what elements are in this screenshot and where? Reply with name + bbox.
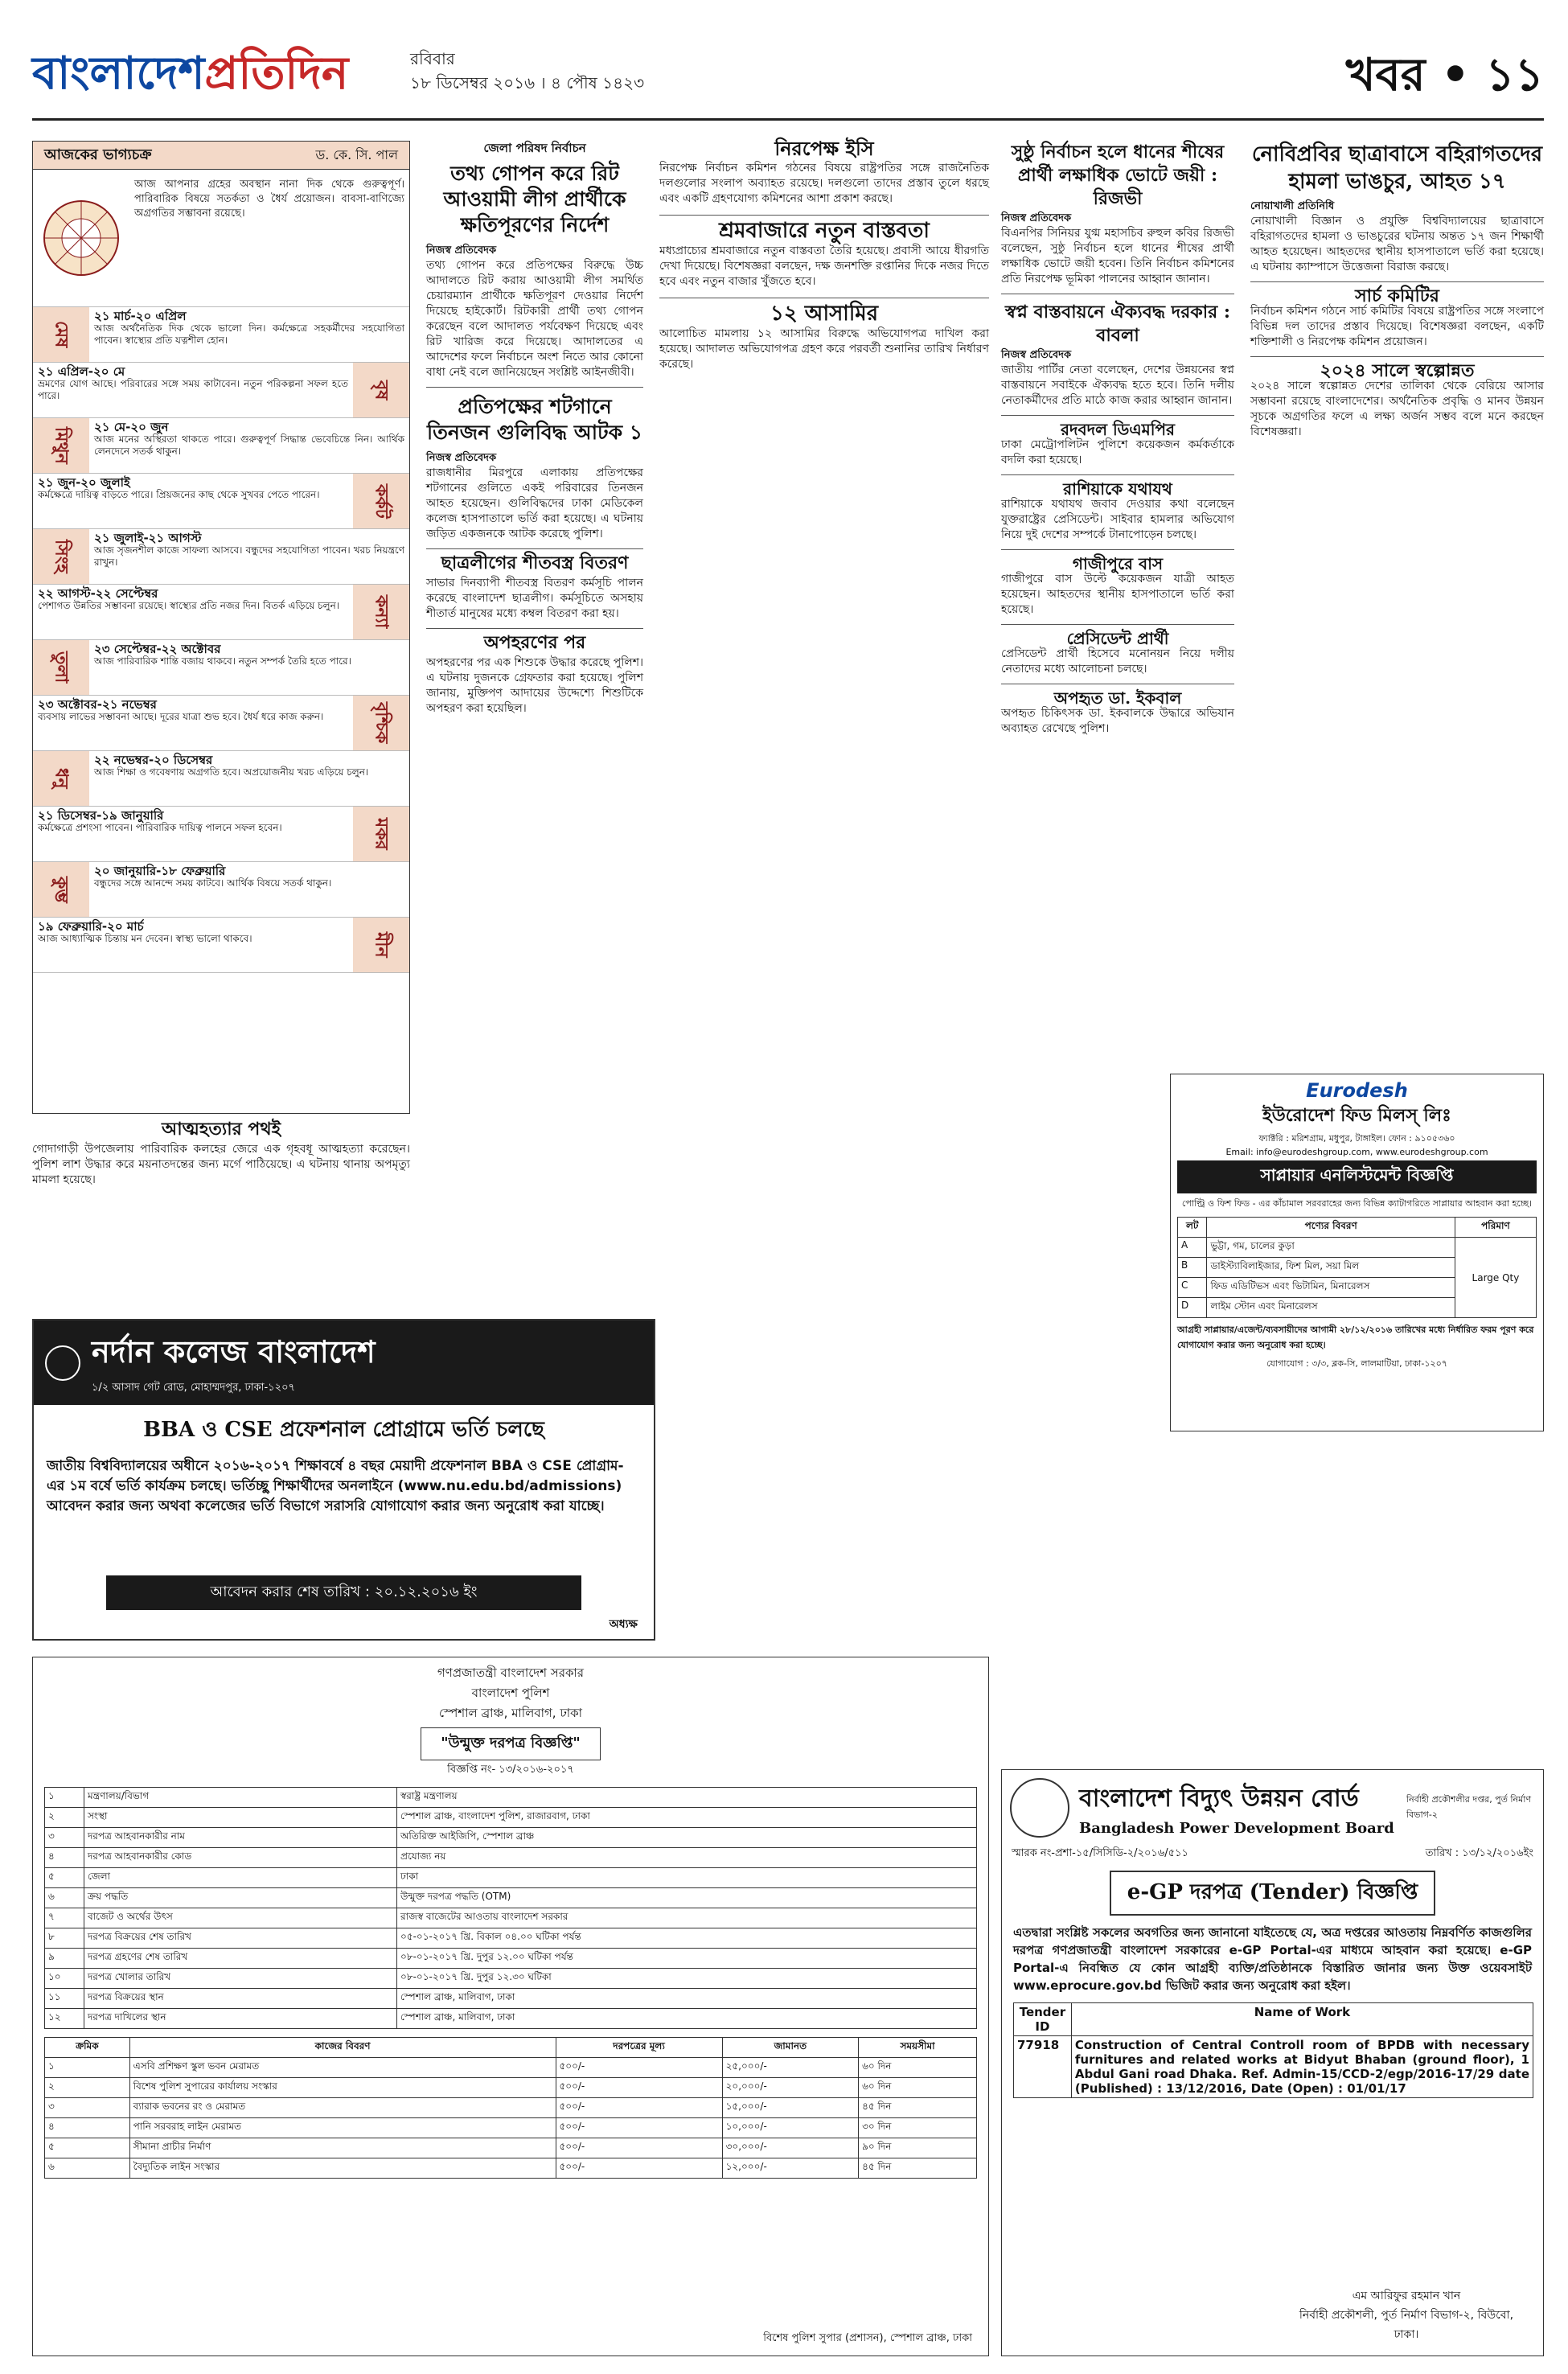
eurodesh-sub: পোল্ট্রি ও ফিশ ফিড - এর কাঁচামাল সরবরাহের জন্য বিভিন্ন ক্যাটাগরিতে সাপ্লায়ার আহবান করা হচ্ছে। bbox=[1181, 1198, 1533, 1209]
zodiac-forecast: আজ শিক্ষা ও গবেষণায় অগ্রগতি হবে। অপ্রয়োজনীয় খরচ এড়িয়ে চলুন। bbox=[94, 766, 369, 778]
table-cell: ৪ bbox=[45, 1848, 84, 1868]
zodiac-date-range: ২১ এপ্রিল-২০ মে bbox=[38, 364, 125, 379]
zodiac-date-range: ২৩ সেপ্টেম্বর-২২ অক্টোবর bbox=[94, 642, 221, 656]
dateline bbox=[410, 47, 644, 95]
horoscope-row bbox=[33, 862, 409, 918]
eurodesh-email: Email: info@eurodeshgroup.com, www.eurodeshgroup.com bbox=[1225, 1147, 1488, 1157]
police-ref: বিজ্ঞপ্তি নং- ১৩/২০১৬-২০১৭ bbox=[447, 1764, 574, 1776]
eurodesh-logo: Eurodesh bbox=[1306, 1079, 1408, 1102]
table-cell: ২ bbox=[45, 1808, 84, 1828]
article-labour-body: মধ্যপ্রাচ্যের শ্রমবাজারে নতুন বাস্তবতা তৈরি হয়েছে। প্রবাসী আয়ে ধীরগতি দেখা দিয়েছে। বিশেষজ্ঞরা বলছেন, দক্ষ জনশক্তি রপ্তানির দিকে নজর দিতে হবে এবং নতুন বাজার খুঁজতে হবে। bbox=[659, 244, 989, 288]
bpdb-logo-icon bbox=[1010, 1778, 1069, 1838]
horoscope-row bbox=[33, 418, 409, 474]
newspaper-logo: বাংলাদেশপ্রতিদিন bbox=[32, 47, 349, 100]
eurodesh-contact: যোগাযোগ : ৩/৩, ব্লক-সি, লালমাটিয়া, ঢাকা-১২০৭ bbox=[1266, 1358, 1447, 1369]
table-header-cell: সময়সীমা bbox=[859, 2038, 977, 2058]
zodiac-sign-label: বৃশ্চিক bbox=[353, 696, 409, 750]
date-label: ১৮ ডিসেম্বর ২০১৬ । ৪ পৌষ ১৪২৩ bbox=[410, 73, 645, 92]
horoscope-intro bbox=[33, 170, 409, 307]
article-labour-title: শ্রমবাজারে নতুন বাস্তবতা bbox=[719, 219, 930, 243]
eurodesh-table bbox=[1177, 1217, 1537, 1318]
table-cell: ১০,০০০/- bbox=[722, 2118, 858, 2138]
table-cell: দরপত্র আহবানকারীর কোড bbox=[84, 1848, 397, 1868]
article-rizvi-byline: নিজস্ব প্রতিবেদক bbox=[1001, 212, 1072, 224]
police-gov-header: গণপ্রজাতন্ত্রী বাংলাদেশ সরকার bbox=[437, 1665, 585, 1680]
table-cell: মন্ত্রণালয়/বিভাগ bbox=[84, 1788, 397, 1808]
horoscope-row bbox=[33, 696, 409, 751]
zodiac-date-range: ২৩ অক্টোবর-২১ নভেম্বর bbox=[38, 697, 157, 712]
day-label: রবিবার bbox=[410, 49, 455, 68]
table-cell: ৩ bbox=[45, 2098, 130, 2118]
table-cell: অতিরিক্ত আইজিপি, স্পেশাল ব্রাঞ্চ bbox=[397, 1828, 977, 1848]
horoscope-row bbox=[33, 307, 409, 363]
table-row bbox=[45, 1828, 977, 1848]
eurodesh-note: আগ্রহী সাপ্লায়ার/এজেন্ট/ব্যবসায়ীদের আগামী ২৮/১২/২০১৬ তারিখের মধ্যে নির্ধারিত ফরম পূরণ করে যোগাযোগ করার জন্য অনুরোধ করা হচ্ছে। bbox=[1177, 1325, 1534, 1350]
article-nstu-byline: নোয়াখালী প্রতিনিধি bbox=[1250, 200, 1335, 212]
lot-code: D bbox=[1178, 1298, 1207, 1318]
article-suicide bbox=[32, 1119, 410, 1307]
zodiac-date-range: ১৯ ফেব্রুয়ারি-২০ মার্চ bbox=[38, 919, 144, 934]
divider bbox=[1001, 549, 1234, 550]
article-shotgun-byline: নিজস্ব প্রতিবেদক bbox=[426, 452, 497, 464]
table-cell: ২৫,০০০/- bbox=[722, 2058, 858, 2078]
table-cell: ৫০০/- bbox=[556, 2118, 722, 2138]
article-district-title: তথ্য গোপন করে রিট আওয়ামী লীগ প্রার্থীকে ক্ষতিপূরণের নির্দেশ bbox=[443, 162, 626, 236]
article-suicide-title: আত্মহত্যার পথই bbox=[161, 1119, 281, 1140]
table-cell: ৭ bbox=[45, 1908, 84, 1928]
article-district-kicker: জেলা পরিষদ নির্বাচন bbox=[483, 141, 586, 155]
table-cell: ৩০,০০০/- bbox=[722, 2138, 858, 2158]
table-cell: বৈদ্যুতিক লাইন সংস্কার bbox=[129, 2158, 556, 2179]
table-cell: সীমানা প্রাচীর নির্মাণ bbox=[129, 2138, 556, 2158]
zodiac-forecast: আজ সৃজনশীল কাজে সাফল্য আসবে। বন্ধুদের সহযোগিতা পাবেন। খরচ নিয়ন্ত্রণে রাখুন। bbox=[94, 544, 404, 568]
divider bbox=[1001, 474, 1234, 475]
article-neutral-ec-title: নিরপেক্ষ ইসি bbox=[774, 137, 874, 160]
bpdb-col-id: Tender ID bbox=[1014, 2003, 1072, 2036]
divider bbox=[426, 548, 643, 549]
table-cell: প্রযোজ্য নয় bbox=[397, 1848, 977, 1868]
article-president-title: প্রেসিডেন্ট প্রার্থী bbox=[1066, 629, 1169, 648]
divider bbox=[659, 215, 989, 216]
article-gazipur-body: গাজীপুরে বাস উল্টে কয়েকজন যাত্রী আহত হয়েছেন। আহতদের স্থানীয় হাসপাতালে ভর্তি করা হয়েছে। bbox=[1001, 573, 1234, 616]
table-row bbox=[45, 2138, 977, 2158]
horoscope-title: আজকের ভাগ্যচক্র bbox=[44, 146, 152, 163]
divider bbox=[426, 387, 643, 388]
horoscope-row bbox=[33, 585, 409, 640]
zodiac-date-range: ২১ মে-২০ জুন bbox=[94, 420, 169, 434]
table-row bbox=[45, 1969, 977, 1989]
zodiac-date-range: ২২ আগস্ট-২২ সেপ্টেম্বর bbox=[38, 586, 158, 601]
horoscope-entry bbox=[33, 474, 353, 528]
article-babla-byline: নিজস্ব প্রতিবেদক bbox=[1001, 349, 1072, 361]
table-row bbox=[45, 2098, 977, 2118]
article-neutral-ec-body: নিরপেক্ষ নির্বাচন কমিশন গঠনের বিষয়ে রাষ্ট্রপতির সঙ্গে রাজনৈতিক দলগুলোর সংলাপ অব্যাহত রয়েছে। দলগুলো তাদের প্রস্তাব তুলে ধরছে এবং একটি গ্রহণযোগ্য কমিশনের আশা প্রকাশ করছে। bbox=[659, 162, 989, 205]
article-blanket-body: সাভার দিনব্যাপী শীতবস্ত্র বিতরণ কর্মসূচি পালন করেছে বাংলাদেশ ছাত্রলীগ। কর্মসূচিতে অসহায় শীতার্ত মানুষের মধ্যে কম্বল বিতরণ করা হয়। bbox=[426, 577, 643, 620]
ad-bpdb-tender bbox=[1001, 1769, 1544, 2356]
zodiac-date-range: ২১ জুন-২০ জুলাই bbox=[38, 475, 130, 490]
table-row bbox=[45, 1908, 977, 1928]
bpdb-name-bn: বাংলাদেশ বিদ্যুৎ উন্নয়ন বোর্ড bbox=[1079, 1785, 1359, 1813]
table-cell: দরপত্র দাখিলের স্থান bbox=[84, 2009, 397, 2029]
table-cell: ০৮-০১-২০১৭ খ্রি. দুপুর ১২.৩০ ঘটিকা bbox=[397, 1969, 977, 1989]
bpdb-office: নির্বাহী প্রকৌশলীর দপ্তর, পুর্ত নির্মাণ বিভাগ-২ bbox=[1406, 1794, 1532, 1820]
lot-description: ভুট্টা, গম, চালের কুড়া bbox=[1207, 1238, 1455, 1258]
lot-description: ডাইস্ট্যাবিলাইজার, ফিশ মিল, সয়া মিল bbox=[1207, 1258, 1455, 1278]
table-cell: ক্রয় পদ্ধতি bbox=[84, 1888, 397, 1908]
table-row bbox=[45, 2118, 977, 2138]
horoscope-entry bbox=[33, 918, 353, 972]
table-cell: দরপত্র আহবানকারীর নাম bbox=[84, 1828, 397, 1848]
table-cell: স্পেশাল ব্রাঞ্চ, মালিবাগ, ঢাকা bbox=[397, 1989, 977, 2009]
zodiac-sign-label: তুলা bbox=[33, 640, 89, 695]
lot-quantity: Large Qty bbox=[1455, 1238, 1536, 1318]
table-row bbox=[45, 1888, 977, 1908]
table-cell: ৮ bbox=[45, 1928, 84, 1949]
article-12-accused-body: আলোচিত মামলায় ১২ আসামির বিরুদ্ধে অভিযোগপত্র দাখিল করা হয়েছে। আদালত অভিযোগপত্র গ্রহণ করে পরবর্তী শুনানির তারিখ নির্ধারণ করেছে। bbox=[659, 327, 989, 371]
horoscope-entry bbox=[89, 751, 409, 806]
table-cell: ৪৫ দিন bbox=[859, 2158, 977, 2179]
article-iqbal-body: অপহৃত চিকিৎসক ডা. ইকবালকে উদ্ধারে অভিযান অব্যাহত রেখেছে পুলিশ। bbox=[1001, 707, 1234, 735]
table-cell: ঢাকা bbox=[397, 1868, 977, 1888]
table-row bbox=[45, 1928, 977, 1949]
zodiac-forecast: ব্যবসায় লাভের সম্ভাবনা আছে। দূরের যাত্রা শুভ হবে। ধৈর্য ধরে কাজ করুন। bbox=[38, 711, 324, 722]
police-info-table bbox=[44, 1787, 977, 2029]
ad-eurodesh bbox=[1170, 1074, 1544, 1431]
article-abduction-title: অপহরণের পর bbox=[483, 632, 586, 653]
table-cell: বিশেষ পুলিশ সুপারের কার্যালয় সংস্কার bbox=[129, 2078, 556, 2098]
zodiac-sign-label: মীন bbox=[353, 918, 409, 972]
zodiac-forecast: আজ পারিবারিক শান্তি বজায় থাকবে। নতুন সম্পর্ক তৈরি হতে পারে। bbox=[94, 655, 351, 667]
article-dmp-title: রদবদল ডিএমপির bbox=[1060, 420, 1176, 439]
horoscope-author: ড. কে. সি. পাল bbox=[315, 146, 398, 162]
zodiac-forecast: পেশাগত উন্নতির সম্ভাবনা রয়েছে। স্বাস্থ্যের প্রতি নজর দিন। বিতর্ক এড়িয়ে চলুন। bbox=[38, 600, 340, 611]
masthead bbox=[32, 32, 1544, 121]
table-cell: ১০ bbox=[45, 1969, 84, 1989]
table-header-cell: জামানত bbox=[722, 2038, 858, 2058]
bpdb-tender-id: 77918 bbox=[1014, 2036, 1072, 2098]
bpdb-memo: স্মারক নং-প্রশা-১৫/সিসিডি-২/২০১৬/৫১১ bbox=[1012, 1847, 1188, 1859]
table-cell: ৫০০/- bbox=[556, 2078, 722, 2098]
horoscope-row bbox=[33, 751, 409, 807]
horoscope-row bbox=[33, 640, 409, 696]
article-babla-title: স্বপ্ন বাস্তবায়নে ঐক্যবদ্ধ দরকার : বাবলা bbox=[1005, 302, 1230, 346]
table-row bbox=[45, 1868, 977, 1888]
table-header-cell: দরপত্রের মূল্য bbox=[556, 2038, 722, 2058]
table-cell: ১ bbox=[45, 2058, 130, 2078]
police-org: বাংলাদেশ পুলিশ bbox=[471, 1686, 550, 1700]
horoscope-entry bbox=[89, 640, 409, 695]
horoscope-row bbox=[33, 363, 409, 418]
horoscope-row bbox=[33, 807, 409, 862]
college-deadline: আবেদন করার শেষ তারিখ : ২০.১২.২০১৬ ইং bbox=[106, 1575, 581, 1610]
horoscope-entry bbox=[33, 696, 353, 750]
eurodesh-col-qty: পরিমাণ bbox=[1455, 1218, 1536, 1238]
table-cell: ৫ bbox=[45, 2138, 130, 2158]
table-cell: ৩ bbox=[45, 1828, 84, 1848]
table-cell: বাজেট ও অর্থের উৎস bbox=[84, 1908, 397, 1928]
horoscope-entry bbox=[89, 529, 409, 584]
horoscope-entry bbox=[33, 585, 353, 639]
article-ldc-body: ২০২৪ সালে স্বল্পোন্নত দেশের তালিকা থেকে বেরিয়ে আসার সম্ভাবনা রয়েছে বাংলাদেশের। অর্থনৈতিক প্রবৃদ্ধি ও মানব উন্নয়ন সূচকে অগ্রগতির ফলে এ লক্ষ্য অর্জন সম্ভব বলে মনে করছেন বিশেষজ্ঞরা। bbox=[1250, 380, 1544, 438]
article-ldc-title: ২০২৪ সালে স্বল্পোন্নত bbox=[1320, 360, 1475, 381]
table-row bbox=[45, 1949, 977, 1969]
table-cell: ৫০০/- bbox=[556, 2058, 722, 2078]
lot-code: A bbox=[1178, 1238, 1207, 1258]
ad-northern-college bbox=[32, 1319, 655, 1641]
article-russia-body: রাশিয়াকে যথাযথ জবাব দেওয়ার কথা বলেছেন যুক্তরাষ্ট্রের প্রেসিডেন্ট। সাইবার হামলার অভিযোগ নিয়ে দুই দেশের সম্পর্কে টানাপোড়েন চলছে। bbox=[1001, 498, 1234, 541]
horoscope-entry bbox=[89, 418, 409, 473]
article-12-accused-title: ১২ আসামির bbox=[770, 302, 879, 326]
bpdb-name-en: Bangladesh Power Development Board bbox=[1079, 1820, 1394, 1837]
table-row bbox=[45, 2058, 977, 2078]
table-cell: ৬ bbox=[45, 1888, 84, 1908]
lot-code: B bbox=[1178, 1258, 1207, 1278]
table-cell: স্পেশাল ব্রাঞ্চ, মালিবাগ, ঢাকা bbox=[397, 2009, 977, 2029]
table-cell: ৫০০/- bbox=[556, 2138, 722, 2158]
table-cell: ৩০ দিন bbox=[859, 2118, 977, 2138]
article-nstu-title: নোবিপ্রবির ছাত্রাবাসে বহিরাগতদের হামলা ভাঙচুর, আহত ১৭ bbox=[1251, 142, 1543, 194]
bpdb-signer-title: নির্বাহী প্রকৌশলী, পুর্ত নির্মাণ বিভাগ-২, বিউবো, ঢাকা। bbox=[1299, 2309, 1514, 2341]
table-row bbox=[45, 2009, 977, 2029]
article-gazipur-title: গাজীপুরে বাস bbox=[1072, 554, 1164, 573]
zodiac-forecast: কর্মক্ষেত্রে প্রশংসা পাবেন। পারিবারিক দায়িত্ব পালনে সফল হবেন। bbox=[38, 822, 282, 833]
lot-description: লাইম স্টোন এবং মিনারেলস bbox=[1207, 1298, 1455, 1318]
horoscope-intro-text: আজ আপনার গ্রহের অবস্থান নানা দিক থেকে গুরুত্বপূর্ণ। পারিবারিক বিষয়ে সতর্কতা ও ধৈর্য প্রয়োজন। বাবসা-বাণিজ্যে অগ্রগতির সম্ভাবনা রয়েছে। bbox=[134, 179, 404, 220]
horoscope-row bbox=[33, 918, 409, 973]
table-row bbox=[1178, 1238, 1537, 1258]
zodiac-sign-label: ধনু bbox=[33, 751, 89, 806]
table-cell: ৬০ দিন bbox=[859, 2058, 977, 2078]
table-cell: ৫ bbox=[45, 1868, 84, 1888]
table-row bbox=[45, 2158, 977, 2179]
table-cell: ২০,০০০/- bbox=[722, 2078, 858, 2098]
table-cell: জেলা bbox=[84, 1868, 397, 1888]
zodiac-sign-label: মিথুন bbox=[33, 418, 89, 473]
table-row bbox=[45, 1848, 977, 1868]
bpdb-col-work: Name of Work bbox=[1071, 2003, 1533, 2036]
table-cell: ৯০ দিন bbox=[859, 2138, 977, 2158]
divider bbox=[1001, 415, 1234, 416]
table-cell: ৪ bbox=[45, 2118, 130, 2138]
article-suicide-body: গোদাগাড়ী উপজেলায় পারিবারিক কলহের জেরে এক গৃহবধূ আত্মহত্যা করেছেন। পুলিশ লাশ উদ্ধার করে ময়নাতদন্তের জন্য মর্গে পাঠিয়েছে। এ ঘটনায় থানায় অপমৃত্যু মামলা হয়েছে। bbox=[32, 1143, 410, 1186]
article-search-committee-body: নির্বাচন কমিশন গঠনে সার্চ কমিটির বিষয়ে রাষ্ট্রপতির সঙ্গে সংলাপে বিভিন্ন দল তাদের প্রস্তাব দিয়েছে। বিশেষজ্ঞরা বলছেন, একটি শক্তিশালী ও নিরপেক্ষ কমিশন প্রয়োজন। bbox=[1250, 305, 1544, 348]
bpdb-tender-work: Construction of Central Controll room of BPDB with necessary furnitures and related works at Bidyut Bhaban (ground floor), 1 Abdul Gani road Dhaka. Ref. Admin-15/CCD-2/egp/2016-17/29 date (Published) : 13/12/2016, Date (Open) : 01/01/17 bbox=[1071, 2036, 1533, 2098]
zodiac-sign-label: কর্কট bbox=[353, 474, 409, 528]
table-header-cell: কাজের বিবরণ bbox=[129, 2038, 556, 2058]
article-dmp-body: ঢাকা মেট্রোপলিটন পুলিশে কয়েকজন কর্মকর্তাকে বদলি করা হয়েছে। bbox=[1001, 438, 1234, 466]
bpdb-signer: এম আরিফুর রহমান খান bbox=[1352, 2290, 1461, 2302]
article-blanket-title: ছাত্রলীগের শীতবস্ত্র বিতরণ bbox=[441, 552, 629, 573]
table-cell: ৫০০/- bbox=[556, 2098, 722, 2118]
table-cell: দরপত্র বিক্রয়ের শেষ তারিখ bbox=[84, 1928, 397, 1949]
table-cell: রাজস্ব বাজেটের আওতায় বাংলাদেশ সরকার bbox=[397, 1908, 977, 1928]
article-shotgun-title: প্রতিপক্ষের শটগানে তিনজন গুলিবিদ্ধ আটক ১ bbox=[426, 395, 643, 444]
column-3 bbox=[659, 137, 989, 1677]
table-cell: ০৮-০১-২০১৭ খ্রি. দুপুর ১২.০০ ঘটিকা পর্যন্ত bbox=[397, 1949, 977, 1969]
table-cell: উন্মুক্ত দরপত্র পদ্ধতি (OTM) bbox=[397, 1888, 977, 1908]
police-lot-table bbox=[44, 2037, 977, 2179]
table-cell: ১২,০০০/- bbox=[722, 2158, 858, 2179]
bpdb-table bbox=[1013, 2002, 1533, 2098]
zodiac-date-range: ২১ জুলাই-২১ আগস্ট bbox=[94, 531, 202, 545]
article-nstu-body: নোয়াখালী বিজ্ঞান ও প্রযুক্তি বিশ্ববিদ্যালয়ের ছাত্রাবাসে বহিরাগতদের হামলা ও ভাঙচুরের ঘটনায় অন্তত ১৭ জন শিক্ষার্থী আহত হয়েছেন। আহতদের স্থানীয় হাসপাতালে ভর্তি করা হয়েছে। এ ঘটনায় ক্যাম্পাসে উত্তেজনা বিরাজ করছে। bbox=[1250, 215, 1544, 273]
horoscope-row bbox=[33, 474, 409, 529]
table-cell: ৬ bbox=[45, 2158, 130, 2179]
divider bbox=[1250, 281, 1544, 282]
zodiac-forecast: আজ মনের অস্থিরতা থাকতে পারে। গুরুত্বপূর্ণ সিদ্ধান্ত ভেবেচিন্তে নিন। আর্থিক লেনদেনে সতর্ক থাকুন। bbox=[94, 433, 404, 457]
table-cell: ৯ bbox=[45, 1949, 84, 1969]
ad-police-tender bbox=[32, 1657, 989, 2356]
page-tag: খবর • ১১ bbox=[1345, 48, 1544, 101]
table-cell: ৫০০/- bbox=[556, 2158, 722, 2179]
table-cell: ১১ bbox=[45, 1989, 84, 2009]
article-search-committee-title: সার্চ কমিটির bbox=[1355, 285, 1439, 306]
horoscope-row bbox=[33, 529, 409, 585]
table-header-cell: ক্রমিক bbox=[45, 2038, 130, 2058]
table-row bbox=[45, 1788, 977, 1808]
eurodesh-address: ফ্যাক্টরি : মরিশগ্রাম, মধুপুর, টাঙ্গাইল। ফোন : ৯১০৫৩৬০ bbox=[1258, 1133, 1455, 1144]
college-signature: অধ্যক্ষ bbox=[609, 1618, 638, 1631]
divider bbox=[426, 628, 643, 629]
zodiac-sign-label: কুম্ভ bbox=[33, 862, 89, 917]
bpdb-title: e-GP দরপত্র (Tender) বিজ্ঞপ্তি bbox=[1110, 1871, 1435, 1916]
table-cell: ২ bbox=[45, 2078, 130, 2098]
article-district-body: তথ্য গোপন করে প্রতিপক্ষের বিরুদ্ধে উচ্চ আদালতে রিট করায় আওয়ামী লীগ সমর্থিত চেয়ারম্যান প্রার্থীকে ক্ষতিপূরণ দেওয়ার নির্দেশ দিয়েছে হাইকোর্ট। রিটকারী প্রার্থী তথ্য গোপন করেছেন বলে আদালত পর্যবেক্ষণ দিয়েছে এবং রিট খারিজ করে দিয়েছে। আদালতের এ আদেশের ফলে নির্বাচনে অংশ নিতে আর কোনো বাধা নেই বলে জানিয়েছেন সংশ্লিষ্ট আইনজীবী। bbox=[426, 259, 643, 379]
table-cell: ব্যারাক ভবনের রং ও মেরামত bbox=[129, 2098, 556, 2118]
table-cell: স্বরাষ্ট্র মন্ত্রণালয় bbox=[397, 1788, 977, 1808]
table-cell: ৬০ দিন bbox=[859, 2078, 977, 2098]
bpdb-date: তারিখ : ১৩/১২/২০১৬ইং bbox=[1425, 1847, 1533, 1859]
article-babla-body: জাতীয় পার্টির নেতা বলেছেন, দেশের উন্নয়নের স্বপ্ন বাস্তবায়নে সবাইকে ঐক্যবদ্ধ হতে হবে। তিনি দলীয় নেতাকর্মীদের প্রতি মাঠে কাজ করার আহ্বান জানান। bbox=[1001, 363, 1234, 407]
table-cell: স্পেশাল ব্রাঞ্চ, বাংলাদেশ পুলিশ, রাজারবাগ, ঢাকা bbox=[397, 1808, 977, 1828]
college-address: ১/২ আসাদ গেট রোড, মোহাম্মদপুর, ঢাকা-১২০৭ bbox=[92, 1382, 295, 1394]
eurodesh-company: ইউরোদেশ ফিড মিলস্ লিঃ bbox=[1262, 1105, 1451, 1126]
table-cell: দরপত্র গ্রহণের শেষ তারিখ bbox=[84, 1949, 397, 1969]
zodiac-forecast: বন্ধুদের সঙ্গে আনন্দে সময় কাটবে। আর্থিক বিষয়ে সতর্ক থাকুন। bbox=[94, 877, 332, 889]
horoscope-entry bbox=[33, 807, 353, 861]
zodiac-forecast: কর্মক্ষেত্রে দায়িত্ব বাড়তে পারে। প্রিয়জনের কাছ থেকে সুখবর পেতে পারেন। bbox=[38, 489, 320, 500]
table-cell: এসবি প্রশিক্ষণ স্কুল ভবন মেরামত bbox=[129, 2058, 556, 2078]
divider bbox=[1250, 356, 1544, 357]
zodiac-date-range: ২০ জানুয়ারি-১৮ ফেব্রুয়ারি bbox=[94, 864, 226, 878]
college-name: নর্দান কলেজ বাংলাদেশ bbox=[92, 1333, 376, 1370]
zodiac-forecast: ভ্রমণের যোগ আছে। পরিবারের সঙ্গে সময় কাটাবেন। নতুন পরিকল্পনা সফল হতে পারে। bbox=[38, 378, 348, 401]
column-5 bbox=[1250, 141, 1544, 1066]
table-cell: পানি সরবরাহ লাইন মেরামত bbox=[129, 2118, 556, 2138]
lot-description: ফিড এডিটিভস এবং ভিটামিন, মিনারেলস bbox=[1207, 1278, 1455, 1298]
article-president-body: প্রেসিডেন্ট প্রার্থী হিসেবে মনোনয়ন নিয়ে দলীয় নেতাদের মধ্যে আলোচনা চলছে। bbox=[1001, 647, 1234, 676]
police-unit: স্পেশাল ব্রাঞ্চ, মালিবাগ, ঢাকা bbox=[438, 1706, 582, 1720]
table-cell: ১২ bbox=[45, 2009, 84, 2029]
zodiac-wheel-icon bbox=[33, 170, 129, 306]
article-rizvi-title: সুষ্ঠু নির্বাচন হলে ধানের শীষের প্রার্থী লক্ষাধিক ভোটে জয়ী : রিজভী bbox=[1011, 142, 1225, 209]
table-row bbox=[45, 2078, 977, 2098]
table-row bbox=[45, 1808, 977, 1828]
zodiac-sign-label: সিংহ bbox=[33, 529, 89, 584]
zodiac-sign-label: মেষ bbox=[33, 307, 89, 362]
horoscope-header bbox=[33, 142, 409, 170]
eurodesh-col-desc: পণ্যের বিবরণ bbox=[1207, 1218, 1455, 1238]
zodiac-date-range: ২১ ডিসেম্বর-১৯ জানুয়ারি bbox=[38, 808, 164, 823]
zodiac-sign-label: বৃষ bbox=[353, 363, 409, 417]
article-abduction-body: অপহরণের পর এক শিশুকে উদ্ধার করেছে পুলিশ। এ ঘটনায় দুজনকে গ্রেফতার করা হয়েছে। পুলিশ জানায়, মুক্তিপণ আদায়ের উদ্দেশ্যে শিশুটিকে অপহরণ করা হয়েছিল। bbox=[426, 656, 643, 715]
horoscope-entry bbox=[89, 307, 409, 362]
zodiac-forecast: আজ আধ্যাত্মিক চিন্তায় মন দেবেন। স্বাস্থ্য ভালো থাকবে। bbox=[38, 933, 252, 944]
article-iqbal-title: অপহৃত ডা. ইকবাল bbox=[1053, 688, 1182, 708]
divider bbox=[1001, 624, 1234, 625]
article-district-byline: নিজস্ব প্রতিবেদক bbox=[426, 244, 497, 257]
article-shotgun-body: রাজধানীর মিরপুরে এলাকায় প্রতিপক্ষের শটগানের গুলিতে একই পরিবারের তিনজন আহত হয়েছেন। গুলিবিদ্ধদের ঢাকা মেডিকেল কলেজ হাসপাতালে ভর্তি করা হয়েছে। এ ঘটনায় জড়িত একজনকে আটক করেছে পুলিশ। bbox=[426, 466, 643, 540]
horoscope-entry bbox=[89, 862, 409, 917]
bpdb-body: এতদ্বারা সংশ্লিষ্ট সকলের অবগতির জন্য জানানো যাইতেছে যে, অত্র দপ্তরের আওতায় নিম্নবর্ণিত কাজগুলির দরপত্র গণপ্রজাতন্ত্রী বাংলাদেশ সরকারের e-GP Portal-এর মাধ্যমে আহবান করা হয়েছে। e-GP Portal-এ নিবন্ধিত যে কোন আগ্রহী ব্যক্তি/প্রতিষ্ঠানকে বিস্তারিত জানার জন্য উক্ত ওয়েবসাইট www.eprocure.gov.bd ভিজিট করার জন্য অনুরোধ করা হইল। bbox=[1013, 1925, 1532, 1993]
zodiac-date-range: ২১ মার্চ-২০ এপ্রিল bbox=[94, 309, 187, 323]
table-cell: দরপত্র বিক্রয়ের স্থান bbox=[84, 1989, 397, 2009]
college-headline: BBA ও CSE প্রফেশনাল প্রোগ্রামে ভর্তি চলছে bbox=[143, 1418, 544, 1442]
zodiac-forecast: আজ অর্থনৈতিক দিক থেকে ভালো দিন। কর্মক্ষেত্রে সহকর্মীদের সহযোগিতা পাবেন। স্বাস্থ্যের প্রতি যত্নশীল হোন। bbox=[94, 322, 404, 346]
zodiac-date-range: ২২ নভেম্বর-২০ ডিসেম্বর bbox=[94, 753, 213, 767]
college-body: জাতীয় বিশ্ববিদ্যালয়ের অধীনে ২০১৬-২০১৭ শিক্ষাবর্ষে ৪ বছর মেয়াদী প্রফেশনাল BBA ও CSE প্রোগ্রাম-এর ১ম বর্ষে ভর্তি কার্যক্রম চলছে। ভর্তিচ্ছু শিক্ষার্থীদের অনলাইনে (www.nu.edu.bd/admissions) আবেদন করার জন্য অথবা কলেজের ভর্তি বিভাগে সরাসরি যোগাযোগ করার জন্য অনুরোধ করা যাচ্ছে। bbox=[47, 1458, 624, 1514]
table-cell: ১ bbox=[45, 1788, 84, 1808]
horoscope-list bbox=[33, 307, 409, 973]
horoscope-panel bbox=[32, 141, 410, 1114]
eurodesh-title: সাপ্লায়ার এনলিস্টমেন্ট বিজ্ঞপ্তি bbox=[1177, 1160, 1537, 1193]
table-cell: ০৫-০১-২০১৭ খ্রি. বিকাল ০৪.০০ ঘটিকা পর্যন্ত bbox=[397, 1928, 977, 1949]
eurodesh-col-lot: লট bbox=[1178, 1218, 1207, 1238]
column-2 bbox=[426, 141, 643, 1307]
horoscope-entry bbox=[33, 363, 353, 417]
table-row bbox=[45, 1989, 977, 2009]
table-cell: সংস্থা bbox=[84, 1808, 397, 1828]
zodiac-sign-label: কন্যা bbox=[353, 585, 409, 639]
college-logo-icon bbox=[45, 1345, 80, 1381]
lot-code: C bbox=[1178, 1278, 1207, 1298]
table-cell: ৪৫ দিন bbox=[859, 2098, 977, 2118]
table-cell: দরপত্র খোলার তারিখ bbox=[84, 1969, 397, 1989]
zodiac-sign-label: মকর bbox=[353, 807, 409, 861]
police-footer: বিশেষ পুলিশ সুপার (প্রশাসন), স্পেশাল ব্রাঞ্চ, ঢাকা bbox=[763, 2332, 972, 2344]
article-rizvi-body: বিএনপির সিনিয়র যুগ্ম মহাসচিব রুহুল কবির রিজভী বলেছেন, সুষ্ঠু নির্বাচন হলে ধানের শীষের প্রার্থী লক্ষাধিক ভোটে জয়ী হবেন। তিনি নির্বাচন কমিশনের প্রতি নিরপেক্ষ ভূমিকা পালনের আহ্বান জানান। bbox=[1001, 227, 1234, 285]
table-cell: ১৫,০০০/- bbox=[722, 2098, 858, 2118]
police-title: "উন্মুক্ত দরপত্র বিজ্ঞপ্তি" bbox=[421, 1727, 601, 1760]
article-russia-title: রাশিয়াকে যথাযথ bbox=[1063, 479, 1172, 499]
